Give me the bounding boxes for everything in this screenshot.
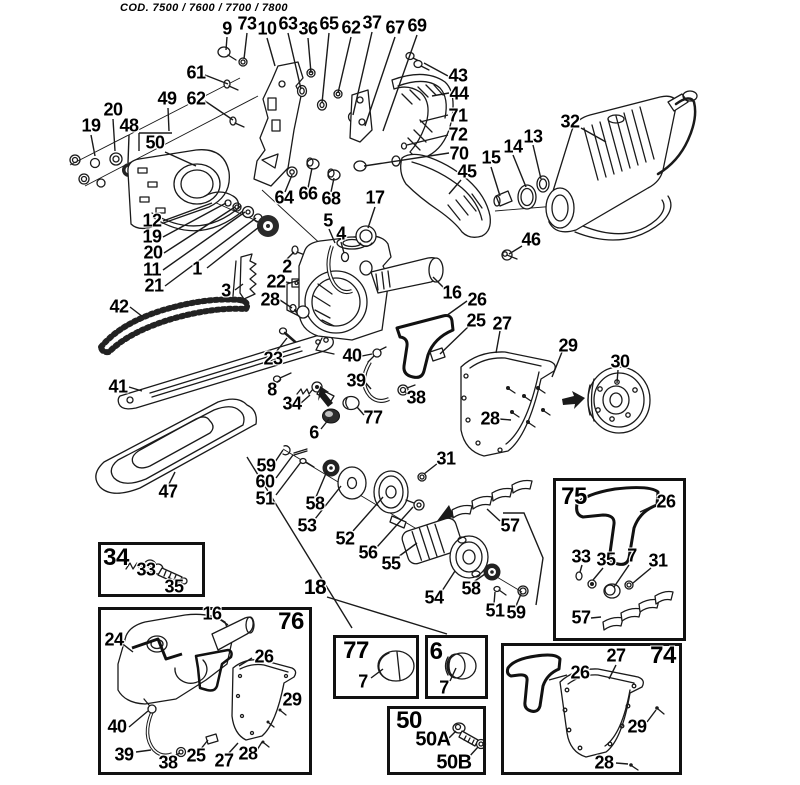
leader-line bbox=[205, 101, 233, 120]
part-label-62: 62 bbox=[341, 17, 361, 38]
chain-guard-art bbox=[96, 399, 256, 493]
leader-line bbox=[357, 407, 364, 415]
part-label-16: 16 bbox=[202, 603, 222, 624]
part-label-17: 17 bbox=[365, 187, 385, 208]
inset-34-art bbox=[126, 560, 187, 584]
leader-line bbox=[499, 419, 511, 420]
gasket-cover-drum-art bbox=[397, 313, 650, 456]
part-label-28: 28 bbox=[238, 743, 258, 764]
leader-line bbox=[244, 33, 247, 59]
part-label-2: 2 bbox=[282, 256, 292, 277]
part-label-60: 60 bbox=[255, 471, 275, 492]
inset-74-art bbox=[507, 655, 664, 770]
inset-6-art bbox=[446, 653, 477, 679]
part-label-29: 29 bbox=[282, 689, 302, 710]
part-label-46: 46 bbox=[521, 229, 541, 250]
leader-line bbox=[169, 472, 175, 484]
part-label-72: 72 bbox=[448, 124, 468, 145]
part-label-6: 6 bbox=[429, 638, 443, 665]
leader-line bbox=[491, 167, 500, 196]
part-label-54: 54 bbox=[424, 587, 444, 608]
part-label-64: 64 bbox=[274, 187, 294, 208]
part-label-27: 27 bbox=[214, 750, 234, 771]
part-label-50A: 50A bbox=[415, 728, 451, 751]
part-label-14: 14 bbox=[503, 136, 523, 157]
part-label-19: 19 bbox=[142, 226, 162, 247]
part-label-12: 12 bbox=[142, 210, 162, 231]
part-label-25: 25 bbox=[186, 745, 206, 766]
leader-line bbox=[617, 370, 618, 383]
motor-housing-art bbox=[494, 91, 697, 240]
part-label-52: 52 bbox=[335, 528, 355, 549]
part-label-38: 38 bbox=[158, 752, 178, 773]
part-label-50B: 50B bbox=[436, 751, 472, 774]
part-label-58: 58 bbox=[461, 578, 481, 599]
part-label-28: 28 bbox=[594, 752, 614, 773]
part-label-48: 48 bbox=[119, 115, 139, 136]
part-label-41: 41 bbox=[108, 376, 128, 397]
part-label-59: 59 bbox=[506, 602, 526, 623]
leader-line bbox=[362, 354, 372, 356]
leader-line bbox=[365, 37, 395, 126]
part-label-11: 11 bbox=[142, 259, 162, 280]
part-label-51: 51 bbox=[255, 488, 275, 509]
part-label-40: 40 bbox=[342, 345, 362, 366]
part-label-71: 71 bbox=[448, 105, 468, 126]
leader-line bbox=[496, 331, 500, 353]
leader-line bbox=[448, 731, 456, 739]
saw-chain-art bbox=[101, 296, 247, 352]
leader-line bbox=[276, 455, 293, 478]
part-label-35: 35 bbox=[596, 549, 616, 570]
part-label-6: 6 bbox=[309, 422, 319, 443]
part-label-58: 58 bbox=[305, 493, 325, 514]
part-label-68: 68 bbox=[321, 188, 341, 209]
part-label-37: 37 bbox=[362, 12, 382, 33]
part-label-32: 32 bbox=[560, 111, 580, 132]
part-label-43: 43 bbox=[448, 65, 468, 86]
part-label-29: 29 bbox=[627, 716, 647, 737]
part-label-28: 28 bbox=[480, 408, 500, 429]
leader-line bbox=[163, 212, 245, 270]
part-label-66: 66 bbox=[298, 183, 318, 204]
part-label-40: 40 bbox=[107, 716, 127, 737]
inset-76-art bbox=[118, 614, 296, 756]
part-label-23: 23 bbox=[263, 348, 283, 369]
part-label-28: 28 bbox=[260, 289, 280, 310]
leader-line bbox=[440, 325, 470, 354]
leader-line bbox=[275, 450, 283, 462]
leader-line bbox=[446, 301, 467, 316]
clutch-assembly-art bbox=[283, 446, 532, 596]
leader-line bbox=[130, 307, 143, 317]
leader-line bbox=[308, 168, 312, 188]
leader-line bbox=[633, 568, 651, 583]
part-label-33: 33 bbox=[571, 546, 591, 567]
part-label-33: 33 bbox=[136, 559, 156, 580]
part-label-39: 39 bbox=[346, 370, 366, 391]
part-label-3: 3 bbox=[221, 280, 231, 301]
part-label-27: 27 bbox=[606, 645, 626, 666]
part-label-65: 65 bbox=[319, 13, 339, 34]
leader-line bbox=[128, 135, 129, 163]
part-label-15: 15 bbox=[481, 147, 501, 168]
leader-line bbox=[591, 617, 601, 618]
guide-bar-art bbox=[118, 335, 333, 409]
part-label-70: 70 bbox=[449, 143, 469, 164]
leader-line bbox=[205, 75, 228, 84]
leader-line bbox=[316, 471, 327, 497]
part-label-36: 36 bbox=[298, 18, 318, 39]
part-label-63: 63 bbox=[278, 13, 298, 34]
part-label-26: 26 bbox=[656, 491, 676, 512]
leader-line bbox=[616, 763, 628, 764]
leader-line bbox=[301, 395, 310, 403]
part-label-16: 16 bbox=[442, 282, 462, 303]
mounting-plate-art bbox=[218, 47, 372, 186]
part-label-50: 50 bbox=[396, 707, 422, 734]
part-label-51: 51 bbox=[485, 600, 505, 621]
part-label-7: 7 bbox=[627, 545, 637, 566]
part-label-67: 67 bbox=[385, 17, 405, 38]
leader-line bbox=[533, 145, 541, 179]
part-label-13: 13 bbox=[523, 126, 543, 147]
leader-line bbox=[288, 693, 291, 706]
leader-line bbox=[308, 38, 311, 73]
part-label-57: 57 bbox=[500, 515, 520, 536]
part-label-44: 44 bbox=[449, 83, 469, 104]
part-label-39: 39 bbox=[114, 744, 134, 765]
part-label-27: 27 bbox=[492, 313, 512, 334]
leader-line bbox=[129, 387, 142, 391]
part-label-1: 1 bbox=[192, 258, 202, 279]
leader-line bbox=[353, 497, 383, 531]
leader-line bbox=[200, 740, 208, 750]
leader-line bbox=[226, 37, 227, 50]
leader-line bbox=[424, 463, 438, 474]
leader-line bbox=[322, 33, 329, 103]
leader-line bbox=[168, 108, 169, 131]
part-label-34: 34 bbox=[282, 393, 302, 414]
part-label-47: 47 bbox=[158, 481, 178, 502]
part-label-21: 21 bbox=[144, 275, 164, 296]
leader-line bbox=[516, 594, 521, 606]
part-label-18: 18 bbox=[303, 576, 327, 599]
leader-line bbox=[487, 509, 500, 521]
leader-line bbox=[442, 571, 455, 591]
part-label-49: 49 bbox=[157, 88, 177, 109]
inset-50-art bbox=[453, 723, 486, 749]
part-label-24: 24 bbox=[104, 629, 124, 650]
part-label-57: 57 bbox=[571, 607, 591, 628]
leader-line bbox=[580, 565, 582, 572]
part-label-10: 10 bbox=[257, 18, 277, 39]
part-label-59: 59 bbox=[256, 455, 276, 476]
part-label-56: 56 bbox=[358, 542, 378, 563]
part-label-29: 29 bbox=[558, 335, 578, 356]
inset-75-art bbox=[576, 488, 676, 630]
leader-line bbox=[338, 37, 351, 93]
part-label-42: 42 bbox=[109, 296, 129, 317]
leader-line bbox=[494, 592, 495, 604]
leader-line bbox=[285, 175, 292, 192]
part-label-76: 76 bbox=[278, 608, 304, 635]
leader-line bbox=[257, 742, 262, 750]
leader-line bbox=[368, 207, 375, 228]
part-label-34: 34 bbox=[103, 544, 129, 571]
leader-line bbox=[287, 252, 294, 259]
part-label-31: 31 bbox=[436, 448, 456, 469]
part-label-55: 55 bbox=[381, 553, 401, 574]
bracket-line bbox=[247, 457, 355, 628]
part-label-74: 74 bbox=[650, 642, 676, 669]
part-label-22: 22 bbox=[266, 271, 286, 292]
leader-line bbox=[129, 711, 148, 727]
leader-line bbox=[468, 747, 478, 758]
inset-77-art bbox=[378, 651, 414, 681]
part-label-19: 19 bbox=[81, 115, 101, 136]
part-label-45: 45 bbox=[457, 161, 477, 182]
part-label-26: 26 bbox=[254, 646, 274, 667]
leader-line bbox=[228, 743, 238, 754]
leader-line bbox=[136, 750, 151, 752]
part-label-8: 8 bbox=[267, 379, 277, 400]
part-label-31: 31 bbox=[648, 550, 668, 571]
part-label-50: 50 bbox=[145, 132, 165, 153]
leader-line bbox=[267, 38, 275, 66]
part-label-73: 73 bbox=[237, 13, 257, 34]
leader-line bbox=[513, 155, 526, 187]
part-label-77: 77 bbox=[343, 637, 369, 664]
leader-line bbox=[113, 119, 115, 151]
part-label-9: 9 bbox=[222, 18, 232, 39]
leader-line bbox=[509, 246, 522, 254]
part-label-77: 77 bbox=[363, 407, 383, 428]
part-label-20: 20 bbox=[103, 99, 123, 120]
part-label-69: 69 bbox=[407, 15, 427, 36]
part-label-25: 25 bbox=[466, 310, 486, 331]
part-label-5: 5 bbox=[323, 210, 333, 231]
part-label-7: 7 bbox=[439, 677, 449, 698]
part-label-26: 26 bbox=[570, 662, 590, 683]
part-label-61: 61 bbox=[186, 62, 206, 83]
leader-line bbox=[276, 462, 301, 495]
leader-line bbox=[593, 568, 603, 580]
leader-line bbox=[280, 300, 292, 308]
axis-lines bbox=[70, 78, 556, 592]
document-code: COD. 7500 / 7600 / 7700 / 7800 bbox=[120, 2, 288, 14]
part-label-20: 20 bbox=[143, 242, 163, 263]
part-label-62: 62 bbox=[186, 88, 206, 109]
part-label-7: 7 bbox=[358, 671, 368, 692]
leader-line bbox=[286, 282, 291, 283]
part-label-26: 26 bbox=[467, 289, 487, 310]
part-label-53: 53 bbox=[297, 515, 317, 536]
part-label-35: 35 bbox=[164, 576, 184, 597]
leader-line bbox=[647, 710, 656, 722]
part-label-30: 30 bbox=[610, 351, 630, 372]
bracket-line bbox=[503, 513, 543, 605]
part-label-75: 75 bbox=[561, 483, 587, 510]
part-label-38: 38 bbox=[406, 387, 426, 408]
part-label-4: 4 bbox=[336, 223, 346, 244]
